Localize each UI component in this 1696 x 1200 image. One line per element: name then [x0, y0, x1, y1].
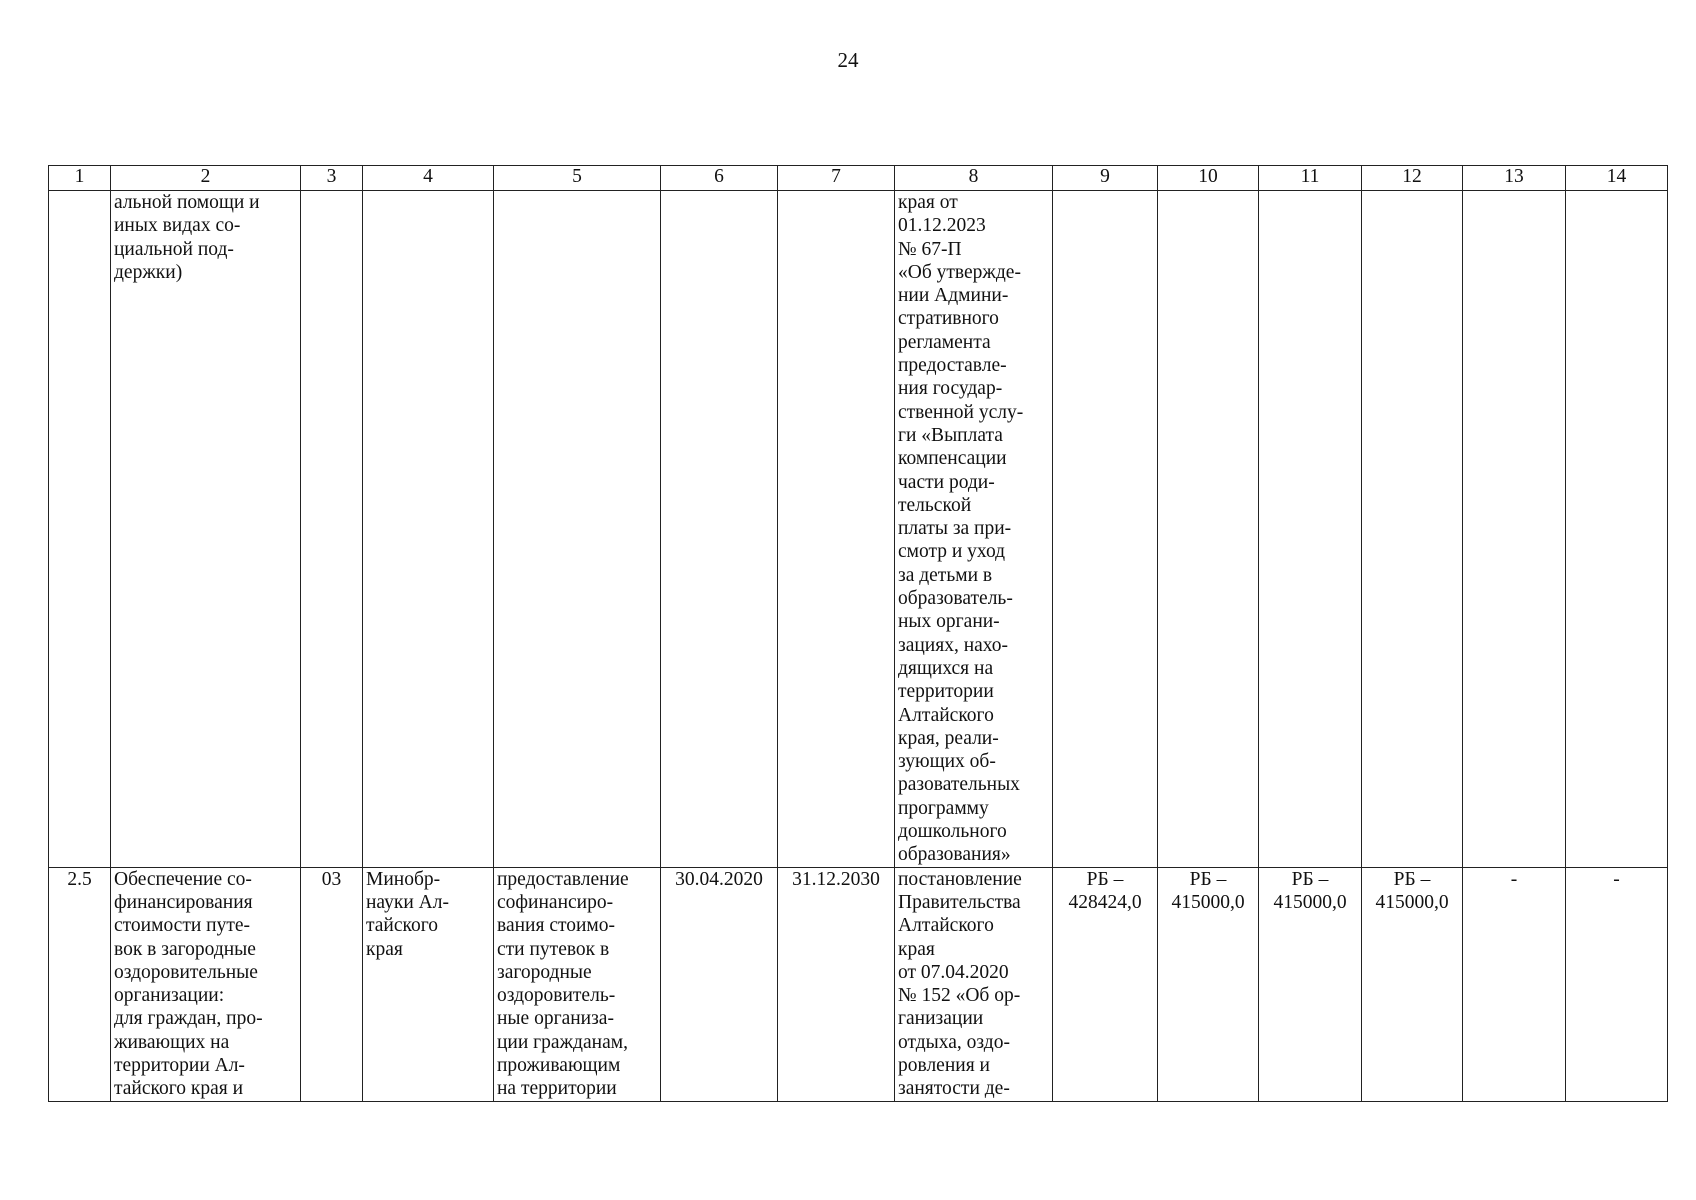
end-date-cell: 31.12.2030 — [778, 867, 895, 1101]
column-header: 1 — [49, 166, 111, 191]
column-header: 9 — [1053, 166, 1158, 191]
column-number-row — [49, 166, 1668, 191]
value-cell: - — [1463, 867, 1566, 1101]
value-cell — [1463, 191, 1566, 868]
description-cell: предоставление софинансиро- вания стоимо- сти путевок в загородные оздоровитель- ные организа- ции гражданам, проживающим на территории — [494, 867, 661, 1101]
column-header: 14 — [1566, 166, 1668, 191]
column-header: 12 — [1362, 166, 1463, 191]
column-header: 10 — [1158, 166, 1259, 191]
column-header: 8 — [895, 166, 1053, 191]
item-number-cell: 2.5 — [49, 867, 111, 1101]
start-date-cell — [661, 191, 778, 868]
executor-cell — [363, 191, 494, 868]
column-header: 4 — [363, 166, 494, 191]
legal-act-cell: постановление Правительства Алтайского края от 07.04.2020 № 152 «Об ор- ганизации отдыха, оздо- ровления и занятости де- — [895, 867, 1053, 1101]
code-cell — [301, 191, 363, 868]
column-header: 6 — [661, 166, 778, 191]
value-cell: - — [1566, 867, 1668, 1101]
funding-cell: РБ – 415000,0 — [1158, 867, 1259, 1101]
column-header: 2 — [111, 166, 301, 191]
column-header: 11 — [1259, 166, 1362, 191]
column-header: 13 — [1463, 166, 1566, 191]
table-row — [49, 191, 1668, 868]
funding-cell — [1259, 191, 1362, 868]
value-cell — [1566, 191, 1668, 868]
legal-act-cell: края от 01.12.2023 № 67-П «Об утвержде- нии Админи- стративного регламента предоставле- ния государ- ственной услу- ги «Выплата компенсации части роди- тельской платы за при- смотр и уход за детьми в образователь- ных органи- зациях, нахо- дящихся на территории Алтайского края, реали- зующих об- разовательных программу дошкольного образования» — [895, 191, 1053, 868]
code-cell: 03 — [301, 867, 363, 1101]
page-number: 24 — [837, 48, 859, 72]
funding-cell: РБ – 415000,0 — [1259, 867, 1362, 1101]
funding-cell: РБ – 428424,0 — [1053, 867, 1158, 1101]
measure-name-cell: Обеспечение со- финансирования стоимости путе- вок в загородные оздоровительные организации: для граждан, про- живающих на территории Ал- тайского края и — [111, 867, 301, 1101]
description-cell — [494, 191, 661, 868]
table-row — [49, 867, 1668, 1101]
end-date-cell — [778, 191, 895, 868]
column-header: 3 — [301, 166, 363, 191]
funding-cell — [1362, 191, 1463, 868]
item-number-cell — [49, 191, 111, 868]
funding-cell: РБ – 415000,0 — [1362, 867, 1463, 1101]
program-table — [48, 165, 1668, 1102]
funding-cell — [1158, 191, 1259, 868]
column-header: 7 — [778, 166, 895, 191]
executor-cell: Минобр- науки Ал- тайского края — [363, 867, 494, 1101]
start-date-cell: 30.04.2020 — [661, 867, 778, 1101]
column-header: 5 — [494, 166, 661, 191]
funding-cell — [1053, 191, 1158, 868]
measure-name-cell: альной помощи и иных видах со- циальной под- держки) — [111, 191, 301, 868]
